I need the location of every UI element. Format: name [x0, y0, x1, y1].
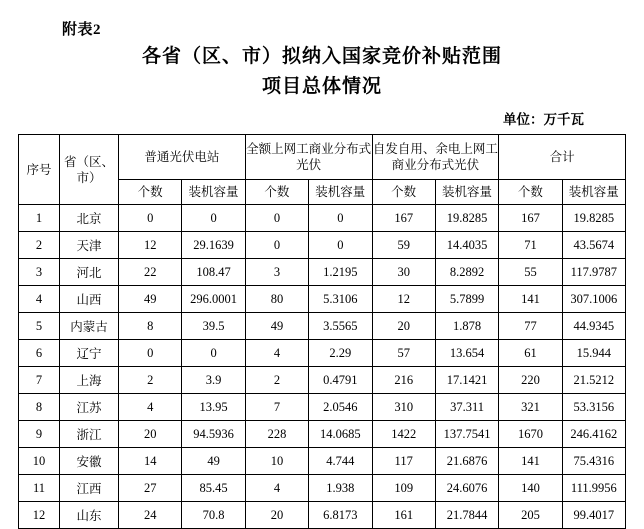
cell-value: 77 — [499, 313, 562, 340]
cell-index: 6 — [19, 340, 60, 367]
cell-value: 15.944 — [562, 340, 625, 367]
cell-province: 北京 — [60, 205, 119, 232]
cell-province: 浙江 — [60, 421, 119, 448]
cell-value: 44.9345 — [562, 313, 625, 340]
cell-value: 296.0001 — [182, 286, 245, 313]
cell-value: 220 — [499, 367, 562, 394]
cell-index: 2 — [19, 232, 60, 259]
cell-value: 49 — [119, 286, 182, 313]
cell-value: 4 — [245, 475, 308, 502]
cell-value: 161 — [372, 502, 435, 529]
cell-value: 85.45 — [182, 475, 245, 502]
cell-value: 137.7541 — [435, 421, 498, 448]
cell-value: 167 — [499, 205, 562, 232]
cell-value: 111.9956 — [562, 475, 625, 502]
cell-value: 3.9 — [182, 367, 245, 394]
cell-value: 2 — [119, 367, 182, 394]
cell-value: 228 — [245, 421, 308, 448]
cell-value: 14.4035 — [435, 232, 498, 259]
table-row — [19, 475, 626, 502]
cell-value: 307.1006 — [562, 286, 625, 313]
cell-value: 20 — [119, 421, 182, 448]
cell-index: 3 — [19, 259, 60, 286]
unit-note: 单位：万千瓦 — [503, 112, 584, 127]
title-line-1: 各省（区、市）拟纳入国家竞价补贴范围 — [141, 46, 502, 67]
cell-value: 109 — [372, 475, 435, 502]
cell-value: 117 — [372, 448, 435, 475]
cell-value: 205 — [499, 502, 562, 529]
cell-value: 141 — [499, 286, 562, 313]
cell-province: 江苏 — [60, 394, 119, 421]
cell-province: 辽宁 — [60, 340, 119, 367]
cell-value: 140 — [499, 475, 562, 502]
cell-value: 99.4017 — [562, 502, 625, 529]
cell-index: 1 — [19, 205, 60, 232]
subheader-capacity-3: 装机容量 — [435, 180, 498, 205]
cell-value: 0 — [245, 232, 308, 259]
subheader-count-3: 个数 — [372, 180, 435, 205]
cell-value: 94.5936 — [182, 421, 245, 448]
table-row — [19, 205, 626, 232]
cell-value: 1.938 — [309, 475, 372, 502]
table-row — [19, 367, 626, 394]
subheader-count-4: 个数 — [499, 180, 562, 205]
cell-value: 22 — [119, 259, 182, 286]
attachment-label: 附表2 — [62, 22, 102, 38]
cell-value: 6.8173 — [309, 502, 372, 529]
project-summary-table — [18, 134, 626, 529]
cell-value: 27 — [119, 475, 182, 502]
cell-value: 17.1421 — [435, 367, 498, 394]
cell-value: 0 — [182, 340, 245, 367]
table-row — [19, 394, 626, 421]
cell-value: 55 — [499, 259, 562, 286]
cell-province: 安徽 — [60, 448, 119, 475]
cell-value: 5.7899 — [435, 286, 498, 313]
cell-index: 10 — [19, 448, 60, 475]
cell-value: 49 — [182, 448, 245, 475]
cell-value: 24.6076 — [435, 475, 498, 502]
table-row — [19, 259, 626, 286]
subheader-capacity-2: 装机容量 — [309, 180, 372, 205]
cell-value: 21.5212 — [562, 367, 625, 394]
cell-value: 1422 — [372, 421, 435, 448]
cell-value: 37.311 — [435, 394, 498, 421]
cell-value: 4 — [245, 340, 308, 367]
header-group-total: 合计 — [499, 135, 626, 180]
cell-value: 1670 — [499, 421, 562, 448]
cell-province: 天津 — [60, 232, 119, 259]
cell-index: 7 — [19, 367, 60, 394]
table-head — [19, 135, 626, 205]
cell-value: 108.47 — [182, 259, 245, 286]
cell-value: 1.878 — [435, 313, 498, 340]
subheader-capacity-1: 装机容量 — [182, 180, 245, 205]
subheader-count-2: 个数 — [245, 180, 308, 205]
cell-value: 141 — [499, 448, 562, 475]
cell-value: 8 — [119, 313, 182, 340]
cell-value: 0 — [119, 205, 182, 232]
cell-province: 山东 — [60, 502, 119, 529]
cell-value: 167 — [372, 205, 435, 232]
cell-value: 3.5565 — [309, 313, 372, 340]
cell-value: 310 — [372, 394, 435, 421]
cell-index: 11 — [19, 475, 60, 502]
header-province: 省（区、市） — [60, 135, 119, 205]
cell-value: 8.2892 — [435, 259, 498, 286]
document-title — [0, 42, 644, 102]
cell-value: 0.4791 — [309, 367, 372, 394]
cell-value: 14.0685 — [309, 421, 372, 448]
cell-value: 3 — [245, 259, 308, 286]
cell-index: 8 — [19, 394, 60, 421]
cell-value: 321 — [499, 394, 562, 421]
cell-value: 19.8285 — [562, 205, 625, 232]
header-row-groups — [19, 135, 626, 180]
header-index: 序号 — [19, 135, 60, 205]
table-row — [19, 232, 626, 259]
cell-value: 216 — [372, 367, 435, 394]
cell-value: 4 — [119, 394, 182, 421]
cell-value: 57 — [372, 340, 435, 367]
cell-value: 14 — [119, 448, 182, 475]
subheader-capacity-4: 装机容量 — [562, 180, 625, 205]
cell-value: 61 — [499, 340, 562, 367]
cell-province: 江西 — [60, 475, 119, 502]
cell-value: 2.0546 — [309, 394, 372, 421]
header-group-utility-pv: 普通光伏电站 — [119, 135, 246, 180]
cell-value: 0 — [245, 205, 308, 232]
table-body — [19, 205, 626, 529]
cell-value: 30 — [372, 259, 435, 286]
cell-value: 75.4316 — [562, 448, 625, 475]
cell-value: 7 — [245, 394, 308, 421]
cell-value: 12 — [372, 286, 435, 313]
table-row — [19, 448, 626, 475]
header-group-self-use-distributed: 自发自用、余电上网工商业分布式光伏 — [372, 135, 499, 180]
table-row — [19, 340, 626, 367]
cell-value: 0 — [309, 205, 372, 232]
cell-province: 上海 — [60, 367, 119, 394]
table-row — [19, 502, 626, 529]
cell-value: 0 — [309, 232, 372, 259]
cell-value: 24 — [119, 502, 182, 529]
cell-value: 39.5 — [182, 313, 245, 340]
table-row — [19, 286, 626, 313]
cell-value: 21.6876 — [435, 448, 498, 475]
cell-index: 12 — [19, 502, 60, 529]
cell-value: 53.3156 — [562, 394, 625, 421]
cell-value: 246.4162 — [562, 421, 625, 448]
cell-value: 71 — [499, 232, 562, 259]
cell-value: 12 — [119, 232, 182, 259]
cell-value: 43.5674 — [562, 232, 625, 259]
cell-value: 2 — [245, 367, 308, 394]
cell-value: 0 — [182, 205, 245, 232]
cell-value: 10 — [245, 448, 308, 475]
cell-value: 49 — [245, 313, 308, 340]
cell-value: 59 — [372, 232, 435, 259]
cell-province: 山西 — [60, 286, 119, 313]
cell-value: 0 — [119, 340, 182, 367]
cell-value: 5.3106 — [309, 286, 372, 313]
cell-province: 内蒙古 — [60, 313, 119, 340]
cell-value: 29.1639 — [182, 232, 245, 259]
header-group-full-grid-distributed: 全额上网工商业分布式光伏 — [245, 135, 372, 180]
cell-value: 13.654 — [435, 340, 498, 367]
table-row — [19, 421, 626, 448]
cell-index: 4 — [19, 286, 60, 313]
cell-value: 21.7844 — [435, 502, 498, 529]
cell-value: 20 — [372, 313, 435, 340]
cell-value: 19.8285 — [435, 205, 498, 232]
cell-value: 80 — [245, 286, 308, 313]
cell-value: 4.744 — [309, 448, 372, 475]
cell-value: 117.9787 — [562, 259, 625, 286]
cell-value: 70.8 — [182, 502, 245, 529]
cell-value: 13.95 — [182, 394, 245, 421]
cell-value: 1.2195 — [309, 259, 372, 286]
cell-value: 20 — [245, 502, 308, 529]
cell-index: 5 — [19, 313, 60, 340]
table-container — [18, 134, 626, 529]
cell-value: 2.29 — [309, 340, 372, 367]
table-row — [19, 313, 626, 340]
subheader-count-1: 个数 — [119, 180, 182, 205]
title-line-2: 项目总体情况 — [261, 76, 382, 97]
cell-province: 河北 — [60, 259, 119, 286]
cell-index: 9 — [19, 421, 60, 448]
